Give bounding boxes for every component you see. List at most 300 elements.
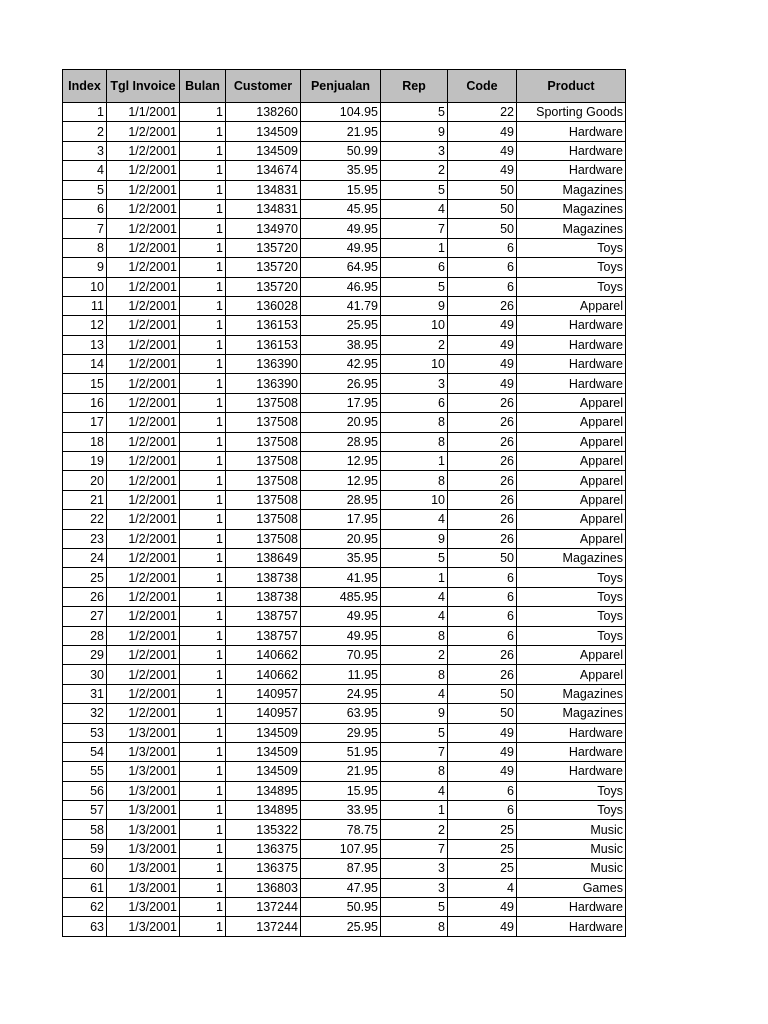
- code-cell: 50: [448, 219, 517, 238]
- penjualan-cell: 17.95: [301, 393, 381, 412]
- bulan-cell: 1: [180, 548, 226, 567]
- penjualan-cell: 49.95: [301, 626, 381, 645]
- product-cell: Hardware: [517, 355, 626, 374]
- rep-cell: 8: [381, 762, 448, 781]
- tgl-invoice-cell: 1/2/2001: [107, 529, 180, 548]
- index-cell: 4: [63, 161, 107, 180]
- bulan-cell: 1: [180, 258, 226, 277]
- code-cell: 6: [448, 626, 517, 645]
- code-cell: 49: [448, 335, 517, 354]
- code-cell: 6: [448, 801, 517, 820]
- code-cell: 26: [448, 393, 517, 412]
- bulan-cell: 1: [180, 277, 226, 296]
- index-cell: 23: [63, 529, 107, 548]
- rep-cell: 5: [381, 723, 448, 742]
- rep-cell: 2: [381, 335, 448, 354]
- table-row: [63, 704, 626, 723]
- customer-cell: 137508: [226, 393, 301, 412]
- rep-cell: 8: [381, 471, 448, 490]
- table-row: [63, 645, 626, 664]
- tgl-invoice-cell: 1/3/2001: [107, 898, 180, 917]
- code-cell: 25: [448, 820, 517, 839]
- table-row: [63, 859, 626, 878]
- table-row: [63, 316, 626, 335]
- table-row: [63, 820, 626, 839]
- tgl-invoice-cell: 1/2/2001: [107, 665, 180, 684]
- penjualan-cell: 104.95: [301, 103, 381, 122]
- customer-cell: 136375: [226, 839, 301, 858]
- code-cell: 6: [448, 587, 517, 606]
- penjualan-cell: 49.95: [301, 238, 381, 257]
- tgl-invoice-cell: 1/2/2001: [107, 452, 180, 471]
- tgl-invoice-cell: 1/3/2001: [107, 839, 180, 858]
- penjualan-cell: 47.95: [301, 878, 381, 897]
- table-row: [63, 587, 626, 606]
- product-cell: Apparel: [517, 432, 626, 451]
- tgl-invoice-cell: 1/2/2001: [107, 161, 180, 180]
- rep-cell: 1: [381, 238, 448, 257]
- rep-cell: 4: [381, 510, 448, 529]
- bulan-cell: 1: [180, 316, 226, 335]
- index-cell: 20: [63, 471, 107, 490]
- table-row: [63, 122, 626, 141]
- tgl-invoice-cell: 1/3/2001: [107, 917, 180, 936]
- index-cell: 56: [63, 781, 107, 800]
- rep-cell: 10: [381, 490, 448, 509]
- bulan-cell: 1: [180, 704, 226, 723]
- table-row: [63, 413, 626, 432]
- product-cell: Games: [517, 878, 626, 897]
- penjualan-cell: 63.95: [301, 704, 381, 723]
- code-cell: 6: [448, 258, 517, 277]
- penjualan-cell: 33.95: [301, 801, 381, 820]
- index-cell: 2: [63, 122, 107, 141]
- bulan-cell: 1: [180, 607, 226, 626]
- header-bulan: Bulan: [180, 70, 226, 103]
- tgl-invoice-cell: 1/2/2001: [107, 684, 180, 703]
- code-cell: 25: [448, 859, 517, 878]
- customer-cell: 138260: [226, 103, 301, 122]
- bulan-cell: 1: [180, 490, 226, 509]
- table-row: [63, 742, 626, 761]
- rep-cell: 6: [381, 393, 448, 412]
- table-row: [63, 355, 626, 374]
- tgl-invoice-cell: 1/2/2001: [107, 238, 180, 257]
- index-cell: 61: [63, 878, 107, 897]
- table-row: [63, 607, 626, 626]
- tgl-invoice-cell: 1/2/2001: [107, 374, 180, 393]
- code-cell: 49: [448, 723, 517, 742]
- index-cell: 21: [63, 490, 107, 509]
- header-customer: Customer: [226, 70, 301, 103]
- customer-cell: 137508: [226, 529, 301, 548]
- product-cell: Hardware: [517, 917, 626, 936]
- penjualan-cell: 50.99: [301, 141, 381, 160]
- penjualan-cell: 20.95: [301, 529, 381, 548]
- table-row: [63, 452, 626, 471]
- customer-cell: 138757: [226, 607, 301, 626]
- penjualan-cell: 28.95: [301, 490, 381, 509]
- tgl-invoice-cell: 1/2/2001: [107, 355, 180, 374]
- product-cell: Apparel: [517, 413, 626, 432]
- customer-cell: 134509: [226, 141, 301, 160]
- customer-cell: 140957: [226, 684, 301, 703]
- customer-cell: 140957: [226, 704, 301, 723]
- index-cell: 17: [63, 413, 107, 432]
- penjualan-cell: 35.95: [301, 548, 381, 567]
- customer-cell: 136028: [226, 296, 301, 315]
- tgl-invoice-cell: 1/2/2001: [107, 413, 180, 432]
- table-row: [63, 568, 626, 587]
- code-cell: 26: [448, 490, 517, 509]
- customer-cell: 137508: [226, 413, 301, 432]
- penjualan-cell: 21.95: [301, 762, 381, 781]
- rep-cell: 5: [381, 548, 448, 567]
- rep-cell: 1: [381, 452, 448, 471]
- header-penjualan: Penjualan: [301, 70, 381, 103]
- rep-cell: 2: [381, 161, 448, 180]
- code-cell: 6: [448, 277, 517, 296]
- product-cell: Apparel: [517, 510, 626, 529]
- rep-cell: 3: [381, 374, 448, 393]
- rep-cell: 1: [381, 801, 448, 820]
- customer-cell: 137508: [226, 432, 301, 451]
- bulan-cell: 1: [180, 355, 226, 374]
- table-row: [63, 141, 626, 160]
- code-cell: 49: [448, 917, 517, 936]
- code-cell: 49: [448, 374, 517, 393]
- table-row: [63, 723, 626, 742]
- bulan-cell: 1: [180, 742, 226, 761]
- penjualan-cell: 64.95: [301, 258, 381, 277]
- penjualan-cell: 45.95: [301, 199, 381, 218]
- index-cell: 31: [63, 684, 107, 703]
- rep-cell: 4: [381, 199, 448, 218]
- penjualan-cell: 35.95: [301, 161, 381, 180]
- index-cell: 9: [63, 258, 107, 277]
- index-cell: 59: [63, 839, 107, 858]
- customer-cell: 134509: [226, 762, 301, 781]
- penjualan-cell: 38.95: [301, 335, 381, 354]
- bulan-cell: 1: [180, 684, 226, 703]
- table-row: [63, 626, 626, 645]
- index-cell: 32: [63, 704, 107, 723]
- bulan-cell: 1: [180, 781, 226, 800]
- table-row: [63, 665, 626, 684]
- penjualan-cell: 485.95: [301, 587, 381, 606]
- bulan-cell: 1: [180, 568, 226, 587]
- tgl-invoice-cell: 1/2/2001: [107, 122, 180, 141]
- code-cell: 6: [448, 781, 517, 800]
- rep-cell: 1: [381, 568, 448, 587]
- table-row: [63, 529, 626, 548]
- tgl-invoice-cell: 1/2/2001: [107, 393, 180, 412]
- customer-cell: 137244: [226, 917, 301, 936]
- code-cell: 49: [448, 898, 517, 917]
- product-cell: Toys: [517, 568, 626, 587]
- product-cell: Apparel: [517, 452, 626, 471]
- index-cell: 57: [63, 801, 107, 820]
- customer-cell: 137508: [226, 510, 301, 529]
- bulan-cell: 1: [180, 587, 226, 606]
- index-cell: 30: [63, 665, 107, 684]
- code-cell: 22: [448, 103, 517, 122]
- rep-cell: 3: [381, 141, 448, 160]
- header-index: Index: [63, 70, 107, 103]
- rep-cell: 8: [381, 432, 448, 451]
- penjualan-cell: 25.95: [301, 316, 381, 335]
- rep-cell: 9: [381, 122, 448, 141]
- customer-cell: 138738: [226, 587, 301, 606]
- index-cell: 26: [63, 587, 107, 606]
- rep-cell: 8: [381, 665, 448, 684]
- bulan-cell: 1: [180, 917, 226, 936]
- customer-cell: 137508: [226, 490, 301, 509]
- rep-cell: 4: [381, 684, 448, 703]
- table-row: [63, 801, 626, 820]
- customer-cell: 134895: [226, 781, 301, 800]
- tgl-invoice-cell: 1/3/2001: [107, 762, 180, 781]
- rep-cell: 4: [381, 587, 448, 606]
- bulan-cell: 1: [180, 723, 226, 742]
- index-cell: 3: [63, 141, 107, 160]
- code-cell: 6: [448, 607, 517, 626]
- rep-cell: 5: [381, 898, 448, 917]
- tgl-invoice-cell: 1/2/2001: [107, 219, 180, 238]
- code-cell: 26: [448, 665, 517, 684]
- index-cell: 11: [63, 296, 107, 315]
- table-row: [63, 432, 626, 451]
- tgl-invoice-cell: 1/3/2001: [107, 723, 180, 742]
- bulan-cell: 1: [180, 296, 226, 315]
- rep-cell: 8: [381, 626, 448, 645]
- penjualan-cell: 42.95: [301, 355, 381, 374]
- code-cell: 26: [448, 452, 517, 471]
- code-cell: 6: [448, 568, 517, 587]
- table-row: [63, 180, 626, 199]
- rep-cell: 4: [381, 607, 448, 626]
- bulan-cell: 1: [180, 471, 226, 490]
- product-cell: Magazines: [517, 684, 626, 703]
- tgl-invoice-cell: 1/1/2001: [107, 103, 180, 122]
- bulan-cell: 1: [180, 878, 226, 897]
- table-row: [63, 548, 626, 567]
- index-cell: 15: [63, 374, 107, 393]
- bulan-cell: 1: [180, 820, 226, 839]
- code-cell: 49: [448, 122, 517, 141]
- code-cell: 26: [448, 432, 517, 451]
- bulan-cell: 1: [180, 122, 226, 141]
- index-cell: 18: [63, 432, 107, 451]
- table-row: [63, 238, 626, 257]
- penjualan-cell: 24.95: [301, 684, 381, 703]
- customer-cell: 135720: [226, 277, 301, 296]
- product-cell: Apparel: [517, 490, 626, 509]
- penjualan-cell: 70.95: [301, 645, 381, 664]
- table-row: [63, 684, 626, 703]
- product-cell: Hardware: [517, 898, 626, 917]
- index-cell: 13: [63, 335, 107, 354]
- product-cell: Magazines: [517, 219, 626, 238]
- tgl-invoice-cell: 1/2/2001: [107, 199, 180, 218]
- customer-cell: 138757: [226, 626, 301, 645]
- code-cell: 26: [448, 471, 517, 490]
- customer-cell: 134970: [226, 219, 301, 238]
- index-cell: 6: [63, 199, 107, 218]
- product-cell: Toys: [517, 258, 626, 277]
- customer-cell: 137508: [226, 471, 301, 490]
- table-row: [63, 296, 626, 315]
- product-cell: Music: [517, 859, 626, 878]
- tgl-invoice-cell: 1/3/2001: [107, 820, 180, 839]
- index-cell: 60: [63, 859, 107, 878]
- index-cell: 14: [63, 355, 107, 374]
- product-cell: Toys: [517, 626, 626, 645]
- rep-cell: 9: [381, 704, 448, 723]
- bulan-cell: 1: [180, 335, 226, 354]
- code-cell: 26: [448, 296, 517, 315]
- rep-cell: 2: [381, 645, 448, 664]
- customer-cell: 135720: [226, 238, 301, 257]
- table-row: [63, 335, 626, 354]
- rep-cell: 3: [381, 859, 448, 878]
- penjualan-cell: 49.95: [301, 607, 381, 626]
- product-cell: Magazines: [517, 704, 626, 723]
- customer-cell: 134831: [226, 199, 301, 218]
- customer-cell: 134674: [226, 161, 301, 180]
- index-cell: 62: [63, 898, 107, 917]
- product-cell: Hardware: [517, 316, 626, 335]
- rep-cell: 2: [381, 820, 448, 839]
- index-cell: 27: [63, 607, 107, 626]
- table-row: [63, 277, 626, 296]
- product-cell: Hardware: [517, 374, 626, 393]
- code-cell: 50: [448, 180, 517, 199]
- rep-cell: 7: [381, 742, 448, 761]
- bulan-cell: 1: [180, 199, 226, 218]
- table-row: [63, 490, 626, 509]
- bulan-cell: 1: [180, 898, 226, 917]
- table-row: [63, 258, 626, 277]
- product-cell: Toys: [517, 277, 626, 296]
- bulan-cell: 1: [180, 180, 226, 199]
- product-cell: Magazines: [517, 548, 626, 567]
- bulan-cell: 1: [180, 432, 226, 451]
- bulan-cell: 1: [180, 452, 226, 471]
- bulan-cell: 1: [180, 161, 226, 180]
- table-row: [63, 161, 626, 180]
- penjualan-cell: 21.95: [301, 122, 381, 141]
- penjualan-cell: 12.95: [301, 471, 381, 490]
- code-cell: 50: [448, 548, 517, 567]
- tgl-invoice-cell: 1/3/2001: [107, 781, 180, 800]
- tgl-invoice-cell: 1/2/2001: [107, 277, 180, 296]
- customer-cell: 136153: [226, 316, 301, 335]
- penjualan-cell: 51.95: [301, 742, 381, 761]
- index-cell: 25: [63, 568, 107, 587]
- table-row: [63, 762, 626, 781]
- product-cell: Hardware: [517, 762, 626, 781]
- customer-cell: 135720: [226, 258, 301, 277]
- penjualan-cell: 50.95: [301, 898, 381, 917]
- product-cell: Hardware: [517, 122, 626, 141]
- customer-cell: 134509: [226, 742, 301, 761]
- bulan-cell: 1: [180, 839, 226, 858]
- bulan-cell: 1: [180, 413, 226, 432]
- tgl-invoice-cell: 1/2/2001: [107, 432, 180, 451]
- product-cell: Hardware: [517, 161, 626, 180]
- penjualan-cell: 49.95: [301, 219, 381, 238]
- rep-cell: 10: [381, 316, 448, 335]
- code-cell: 26: [448, 529, 517, 548]
- product-cell: Toys: [517, 781, 626, 800]
- bulan-cell: 1: [180, 645, 226, 664]
- table-row: [63, 839, 626, 858]
- code-cell: 50: [448, 684, 517, 703]
- product-cell: Hardware: [517, 335, 626, 354]
- penjualan-cell: 28.95: [301, 432, 381, 451]
- customer-cell: 134831: [226, 180, 301, 199]
- code-cell: 49: [448, 742, 517, 761]
- customer-cell: 136390: [226, 374, 301, 393]
- penjualan-cell: 26.95: [301, 374, 381, 393]
- rep-cell: 9: [381, 296, 448, 315]
- product-cell: Music: [517, 839, 626, 858]
- rep-cell: 8: [381, 413, 448, 432]
- customer-cell: 137244: [226, 898, 301, 917]
- customer-cell: 136803: [226, 878, 301, 897]
- code-cell: 4: [448, 878, 517, 897]
- index-cell: 55: [63, 762, 107, 781]
- table-row: [63, 393, 626, 412]
- bulan-cell: 1: [180, 103, 226, 122]
- tgl-invoice-cell: 1/2/2001: [107, 587, 180, 606]
- customer-cell: 134895: [226, 801, 301, 820]
- tgl-invoice-cell: 1/2/2001: [107, 316, 180, 335]
- customer-cell: 136390: [226, 355, 301, 374]
- code-cell: 49: [448, 762, 517, 781]
- tgl-invoice-cell: 1/3/2001: [107, 859, 180, 878]
- customer-cell: 136375: [226, 859, 301, 878]
- header-product: Product: [517, 70, 626, 103]
- tgl-invoice-cell: 1/2/2001: [107, 490, 180, 509]
- product-cell: Apparel: [517, 665, 626, 684]
- bulan-cell: 1: [180, 626, 226, 645]
- customer-cell: 140662: [226, 645, 301, 664]
- product-cell: Apparel: [517, 645, 626, 664]
- tgl-invoice-cell: 1/2/2001: [107, 645, 180, 664]
- rep-cell: 5: [381, 180, 448, 199]
- tgl-invoice-cell: 1/3/2001: [107, 801, 180, 820]
- table-row: [63, 103, 626, 122]
- penjualan-cell: 12.95: [301, 452, 381, 471]
- penjualan-cell: 46.95: [301, 277, 381, 296]
- penjualan-cell: 41.79: [301, 296, 381, 315]
- rep-cell: 5: [381, 277, 448, 296]
- table-row: [63, 219, 626, 238]
- bulan-cell: 1: [180, 665, 226, 684]
- tgl-invoice-cell: 1/2/2001: [107, 258, 180, 277]
- table-row: [63, 878, 626, 897]
- product-cell: Toys: [517, 607, 626, 626]
- tgl-invoice-cell: 1/2/2001: [107, 704, 180, 723]
- code-cell: 49: [448, 355, 517, 374]
- customer-cell: 134509: [226, 723, 301, 742]
- product-cell: Sporting Goods: [517, 103, 626, 122]
- code-cell: 49: [448, 161, 517, 180]
- product-cell: Apparel: [517, 296, 626, 315]
- rep-cell: 10: [381, 355, 448, 374]
